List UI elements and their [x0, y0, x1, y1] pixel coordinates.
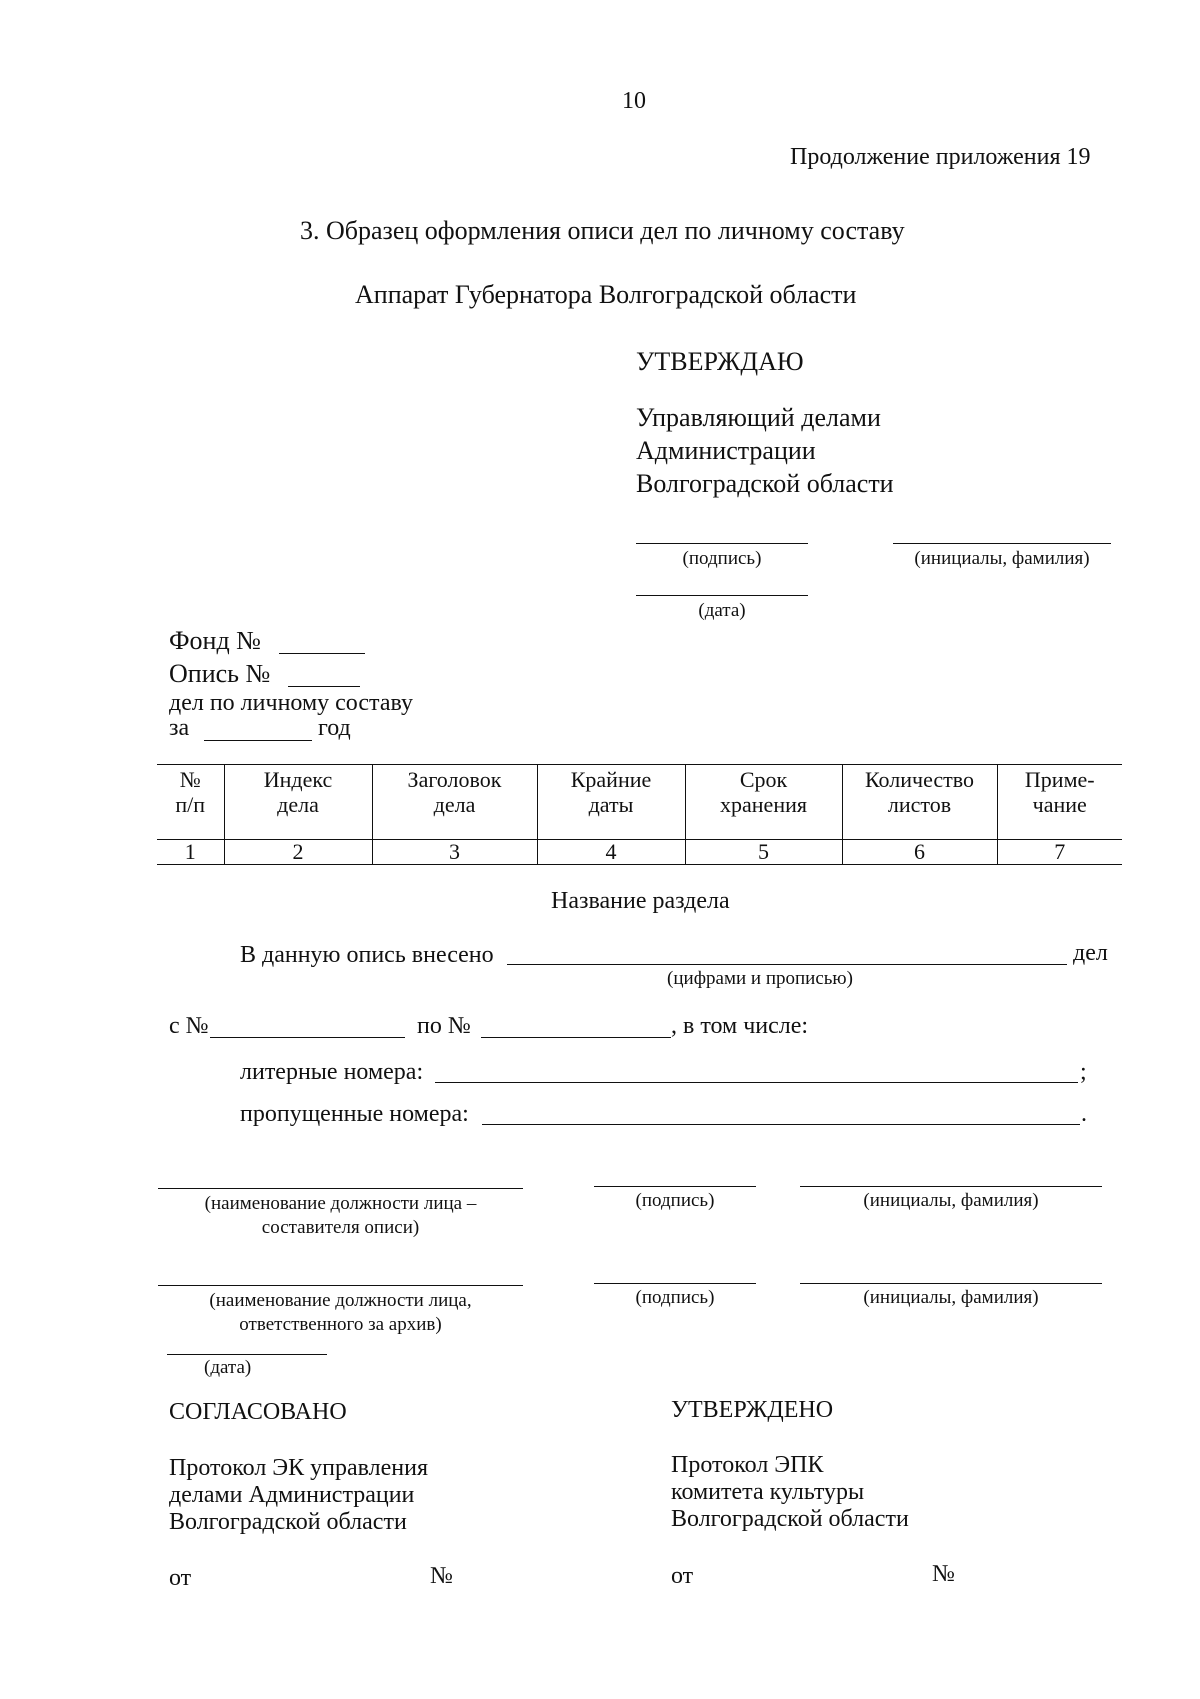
header-cell: [842, 765, 997, 840]
header-line: Количество: [864, 767, 975, 792]
from-number-label: с №: [169, 1013, 209, 1039]
approve-name-caption: (инициалы, фамилия): [914, 548, 1090, 569]
compiler-name-caption: (инициалы, фамилия): [863, 1190, 1039, 1211]
archive-signature-line: [594, 1283, 756, 1284]
missed-numbers-end: .: [1081, 1101, 1087, 1127]
fond-label: Фонд №: [169, 626, 261, 655]
year-line: [204, 740, 312, 741]
entered-label: В данную опись внесено: [240, 942, 494, 968]
agreed-heading: СОГЛАСОВАНО: [169, 1399, 347, 1425]
header-line: Крайние: [570, 767, 652, 792]
archive-name-caption: (инициалы, фамилия): [863, 1287, 1039, 1308]
header-cell: [372, 765, 537, 840]
header-line: Срок: [739, 767, 788, 792]
table-number-row: [157, 840, 1122, 865]
header-cell: [157, 765, 224, 840]
approve-date-caption: (дата): [698, 600, 746, 621]
compiler-sign-caption: (подпись): [635, 1190, 715, 1211]
table-header-row: [157, 765, 1122, 840]
approved-line-2: комитета культуры: [671, 1479, 865, 1505]
header-line: Заголовок: [407, 767, 502, 792]
archive-caption-1: (наименование должности лица,: [209, 1290, 472, 1311]
approved-date-label: от: [671, 1563, 694, 1589]
column-number: 4: [537, 840, 685, 865]
approved-line-3: Волгоградской области: [671, 1506, 909, 1532]
compiler-name-line: [800, 1186, 1102, 1187]
header-cell: [224, 765, 372, 840]
including-label: , в том числе:: [671, 1013, 809, 1039]
header-line: дела: [277, 792, 319, 817]
archive-position-line: [158, 1285, 523, 1286]
header-cell: [685, 765, 842, 840]
letter-numbers-line: [435, 1082, 1078, 1083]
inventory-table: [157, 764, 1122, 865]
approve-heading: УТВЕРЖДАЮ: [636, 347, 804, 376]
to-number-line: [481, 1037, 671, 1038]
from-number-line: [210, 1037, 405, 1038]
opis-label: Опись №: [169, 659, 271, 688]
column-number: 3: [372, 840, 537, 865]
column-number: 7: [997, 840, 1122, 865]
header-line: даты: [588, 792, 634, 817]
section-name: Название раздела: [551, 888, 730, 914]
god-label: год: [318, 715, 351, 741]
agreed-line-3: Волгоградской области: [169, 1509, 407, 1535]
date-line: [167, 1354, 327, 1355]
approve-sign-caption: (подпись): [682, 548, 762, 569]
opis-number-line: [288, 686, 360, 687]
header-line: хранения: [720, 792, 807, 817]
header-line: №: [179, 767, 201, 792]
za-label: за: [169, 715, 190, 741]
page-number: 10: [622, 88, 646, 114]
approve-signature-line: [636, 543, 808, 544]
del-label: дел: [1073, 940, 1108, 966]
organization-name: Аппарат Губернатора Волгоградской области: [355, 280, 857, 309]
agreed-number-label: №: [430, 1563, 453, 1589]
digits-caption: (цифрами и прописью): [667, 968, 853, 989]
compiler-position-line: [158, 1188, 523, 1189]
compiler-caption-2: составителя описи): [261, 1217, 420, 1238]
column-number: 6: [842, 840, 997, 865]
approved-heading: УТВЕРЖДЕНО: [671, 1397, 834, 1423]
fond-number-line: [279, 653, 365, 654]
archive-caption-2: ответственного за архив): [239, 1314, 442, 1335]
compiler-caption-1: (наименование должности лица –: [204, 1193, 477, 1214]
header-line: п/п: [175, 792, 206, 817]
letter-numbers-end: ;: [1080, 1059, 1087, 1085]
header-line: Приме-: [1024, 767, 1095, 792]
archive-sign-caption: (подпись): [635, 1287, 715, 1308]
agreed-line-2: делами Администрации: [169, 1482, 415, 1508]
header-cell: [537, 765, 685, 840]
approve-line-1: Управляющий делами: [636, 403, 881, 432]
approved-line-1: Протокол ЭПК: [671, 1452, 824, 1478]
approve-name-line: [893, 543, 1111, 544]
missed-numbers-line: [482, 1124, 1080, 1125]
header-line: дела: [433, 792, 476, 817]
document-title: 3. Образец оформления описи дел по личному составу: [300, 216, 905, 245]
agreed-date-label: от: [169, 1565, 192, 1591]
letter-numbers-label: литерные номера:: [240, 1059, 424, 1085]
column-number: 2: [224, 840, 372, 865]
entered-count-line: [507, 964, 1067, 965]
missed-numbers-label: пропущенные номера:: [240, 1101, 469, 1127]
date-caption: (дата): [204, 1357, 252, 1378]
approved-number-label: №: [932, 1561, 955, 1587]
header-line: чание: [1032, 792, 1087, 817]
approve-date-line: [636, 595, 808, 596]
compiler-signature-line: [594, 1186, 756, 1187]
to-number-label: по №: [417, 1013, 471, 1039]
header-cell: [997, 765, 1122, 840]
column-number: 1: [157, 840, 224, 865]
dela-label: дел по личному составу: [169, 690, 413, 716]
agreed-line-1: Протокол ЭК управления: [169, 1455, 429, 1481]
header-line: листов: [887, 792, 952, 817]
approve-line-3: Волгоградской области: [636, 469, 894, 498]
approve-line-2: Администрации: [636, 436, 816, 465]
column-number: 5: [685, 840, 842, 865]
header-line: Индекс: [263, 767, 333, 792]
continuation-note: Продолжение приложения 19: [790, 144, 1091, 170]
archive-name-line: [800, 1283, 1102, 1284]
